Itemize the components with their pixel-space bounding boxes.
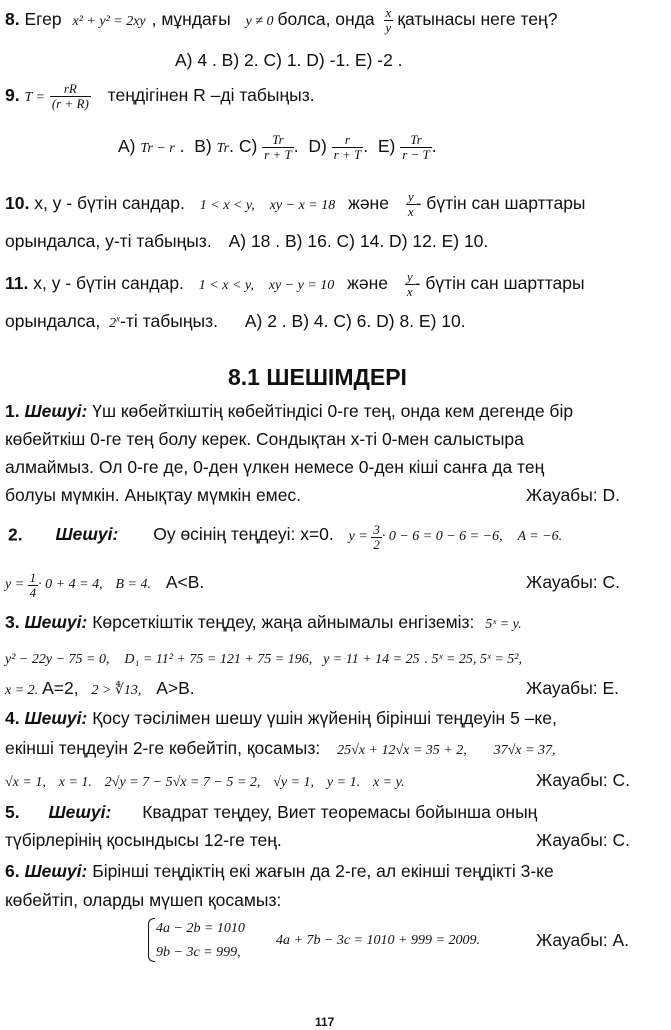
question-text: -ті табыңыз. (120, 311, 218, 331)
solution-1 (5, 403, 573, 421)
math-expression: y ≠ 0 (245, 13, 274, 29)
solution-number: 5. (5, 802, 20, 822)
fraction: $\frac{y}{x}$ (406, 269, 413, 299)
question-text: Егер (24, 8, 62, 29)
fraction: $\frac{3}{2}$ (373, 522, 380, 552)
solution-number: 6. (5, 861, 20, 881)
math-expression: A = −6. (517, 529, 563, 545)
solution-text: A<B. (165, 572, 205, 593)
solution-2 (8, 523, 562, 551)
solution-label: Шешуі: (24, 708, 88, 728)
question-text: - бүтін сан шарттары (414, 272, 585, 293)
answer-label: Жауабы: C. (526, 572, 621, 592)
question-text: , мұндағы (151, 8, 231, 29)
question-11-line-2 (5, 313, 466, 331)
math-expression: x = 2. (5, 683, 39, 698)
solution-label: Шешуі: (24, 612, 88, 632)
solution-3 (5, 614, 522, 632)
solution-text: A=2, (42, 678, 79, 698)
solution-label: Шешуі: (24, 401, 88, 421)
answer-label: Жауабы: E. (526, 678, 620, 698)
answer-label: Жауабы: A. (536, 930, 630, 950)
fraction: $\frac{r}{r + T}$ (333, 132, 362, 162)
fraction: $\frac{Tr}{r - T}$ (402, 132, 430, 162)
answer-label: Жауабы: C. (536, 770, 631, 790)
solution-3-line-3 (5, 680, 195, 698)
question-text: және (347, 272, 388, 293)
solution-text: Оу өсінің теңдеуі: х=0. (153, 524, 334, 545)
solution-text: болуы мүмкін. Анықтау мүмкін емес. (5, 485, 302, 505)
solution-4-line-2 (5, 740, 555, 758)
page-number: 117 (315, 1015, 335, 1029)
math-expression: 5ˣ = y. (485, 617, 522, 632)
section-title: 8.1 ШЕШІМДЕРІ (228, 364, 407, 390)
solution-text: екінші теңдеуін 2-ге көбейтіп, қосамыз: (5, 738, 321, 758)
fraction: $\frac{x}{y}$ (385, 5, 392, 35)
question-8 (5, 6, 557, 34)
math-expression: x = 1. (58, 775, 92, 790)
system-brace (148, 918, 155, 962)
fraction: $\frac{y}{x}$ (407, 189, 414, 219)
math-expression: √x = 1, (5, 775, 46, 790)
solution-number: 1. (5, 401, 20, 421)
fraction: $\frac{1}{4}$ (29, 570, 37, 600)
answer-options: A) 4 . B) 2. C) 1. D) -1. E) -2 . (175, 50, 403, 70)
math-expression: 1 < x < y, (198, 277, 254, 293)
answer-options: A) 18 . B) 16. C) 14. D) 12. E) 10. (228, 231, 489, 251)
question-text: және (348, 192, 389, 213)
math-expression: xy − x = 18 (269, 197, 336, 213)
question-text: х, у - бүтін сандар. (34, 192, 185, 213)
math-expression: x = y. (372, 775, 405, 790)
system-equation: 4a − 2b = 1010 (156, 921, 245, 936)
math-expression: B = 4. (115, 577, 151, 593)
answer-options: A) 2 . B) 4. C) 6. D) 8. E) 10. (244, 311, 466, 331)
solution-text: көбейткіш 0-ге тең болу керек. Сондықтан х-ті 0-мен салыстыра (5, 429, 524, 449)
math-expression: y = $\frac{3}{2}$ · 0 − 6 = 0 − 6 = −6, (348, 522, 503, 552)
solution-text: алмаймыз. Ол 0-ге де, 0-ден үлкен немесе 0-ден кіші санға да тең (5, 457, 545, 477)
math-expression: √y = 1, (273, 775, 315, 790)
math-expression: T = (24, 89, 45, 105)
solution-text: Қосу тәсілімен шешу үшін жүйенің бірінші теңдеуін 5 –ке, (92, 708, 557, 728)
answer-label: Жауабы: D. (526, 485, 621, 505)
math-expression: 1 < x < y, (199, 197, 255, 213)
solution-5 (5, 804, 537, 822)
math-expression: 25√x + 12√x = 35 + 2, (337, 743, 467, 758)
math-expression: 2$^x$ (109, 313, 121, 331)
solution-label: Шешуі: (55, 524, 119, 545)
solution-number: 2. (8, 524, 23, 545)
math-expression: x² + y² = 2xy (72, 13, 146, 29)
question-number: 10. (5, 192, 30, 213)
math-expression: xy − y = 10 (268, 277, 335, 293)
question-text: болса, онда (277, 8, 375, 29)
math-expression: y² − 22y − 75 = 0, (5, 652, 110, 667)
question-number: 11. (5, 272, 29, 293)
solution-3-line-2 (5, 649, 522, 667)
question-number: 8. (5, 8, 20, 29)
question-text: орындалса, у-ті табыңыз. (5, 231, 212, 251)
solution-text: Көрсеткіштік теңдеу, жаңа айнымалы енгіземіз: (92, 612, 475, 632)
question-9 (5, 82, 315, 110)
solution-2-line-2 (5, 571, 204, 599)
question-10-line-2 (5, 233, 488, 251)
math-expression: D₁ = 11² + 75 = 121 + 75 = 196, (124, 652, 313, 667)
question-10 (5, 190, 586, 218)
math-expression: y = 1. (326, 775, 361, 790)
solution-number: 3. (5, 612, 20, 632)
solution-label: Шешуі: (24, 861, 88, 881)
math-expression: . 5ˣ = 25, 5ˣ = 5², (424, 652, 522, 667)
solution-6 (5, 863, 554, 881)
fraction: $\frac{rR}{(r + R)}$ (51, 81, 89, 111)
solution-text: көбейтіп, оларды мүшеп қосамыз: (5, 890, 282, 910)
question-text: х, у - бүтін сандар. (33, 272, 184, 293)
question-text: қатынасы неге тең? (397, 8, 558, 29)
solution-4 (5, 710, 557, 728)
question-text: - бүтін сан шарттары (415, 192, 586, 213)
solution-text: түбірлерінің қосындысы 12-ге тең. (5, 830, 282, 850)
answer-options: A) Tr − r . B) Tr. C) $\frac{Tr}{r + T}$ . D) $\frac{r}{r + T}$ . E) $\frac{Tr}{r - T}$ . (118, 132, 437, 162)
system-equation: 9b − 3c = 999, (156, 945, 241, 960)
solution-4-line-3 (5, 772, 405, 790)
math-expression: 37√x = 37, (493, 743, 556, 758)
solution-text: A>B. (156, 678, 195, 698)
fraction: $\frac{Tr}{r + T}$ (264, 132, 292, 162)
question-text: теңдігінен R –ді табыңыз. (107, 84, 315, 105)
answer-label: Жауабы: C. (536, 830, 631, 850)
question-11 (5, 270, 585, 298)
math-expression: 2√y = 7 − 5√x = 7 − 5 = 2, (104, 775, 261, 790)
math-expression: y = 11 + 14 = 25 (323, 652, 420, 667)
question-number: 9. (5, 84, 20, 105)
solution-text: Квадрат теңдеу, Виет теоремасы бойынша оның (142, 802, 538, 822)
solution-label: Шешуі: (48, 802, 112, 822)
solution-number: 4. (5, 708, 20, 728)
math-expression: 2 > ∜13, (91, 683, 142, 698)
solution-text: Үш көбейткіштің көбейтіндісі 0-ге тең, онда кем дегенде бір (92, 401, 574, 421)
solution-text: Бірінші теңдіктің екі жағын да 2-ге, ал екінші теңдікті 3-ке (92, 861, 554, 881)
math-expression: 4a + 7b − 3c = 1010 + 999 = 2009. (276, 933, 480, 948)
math-expression: y = $\frac{1}{4}$ · 0 + 4 = 4, (5, 570, 103, 600)
question-text: орындалса, (5, 311, 101, 331)
